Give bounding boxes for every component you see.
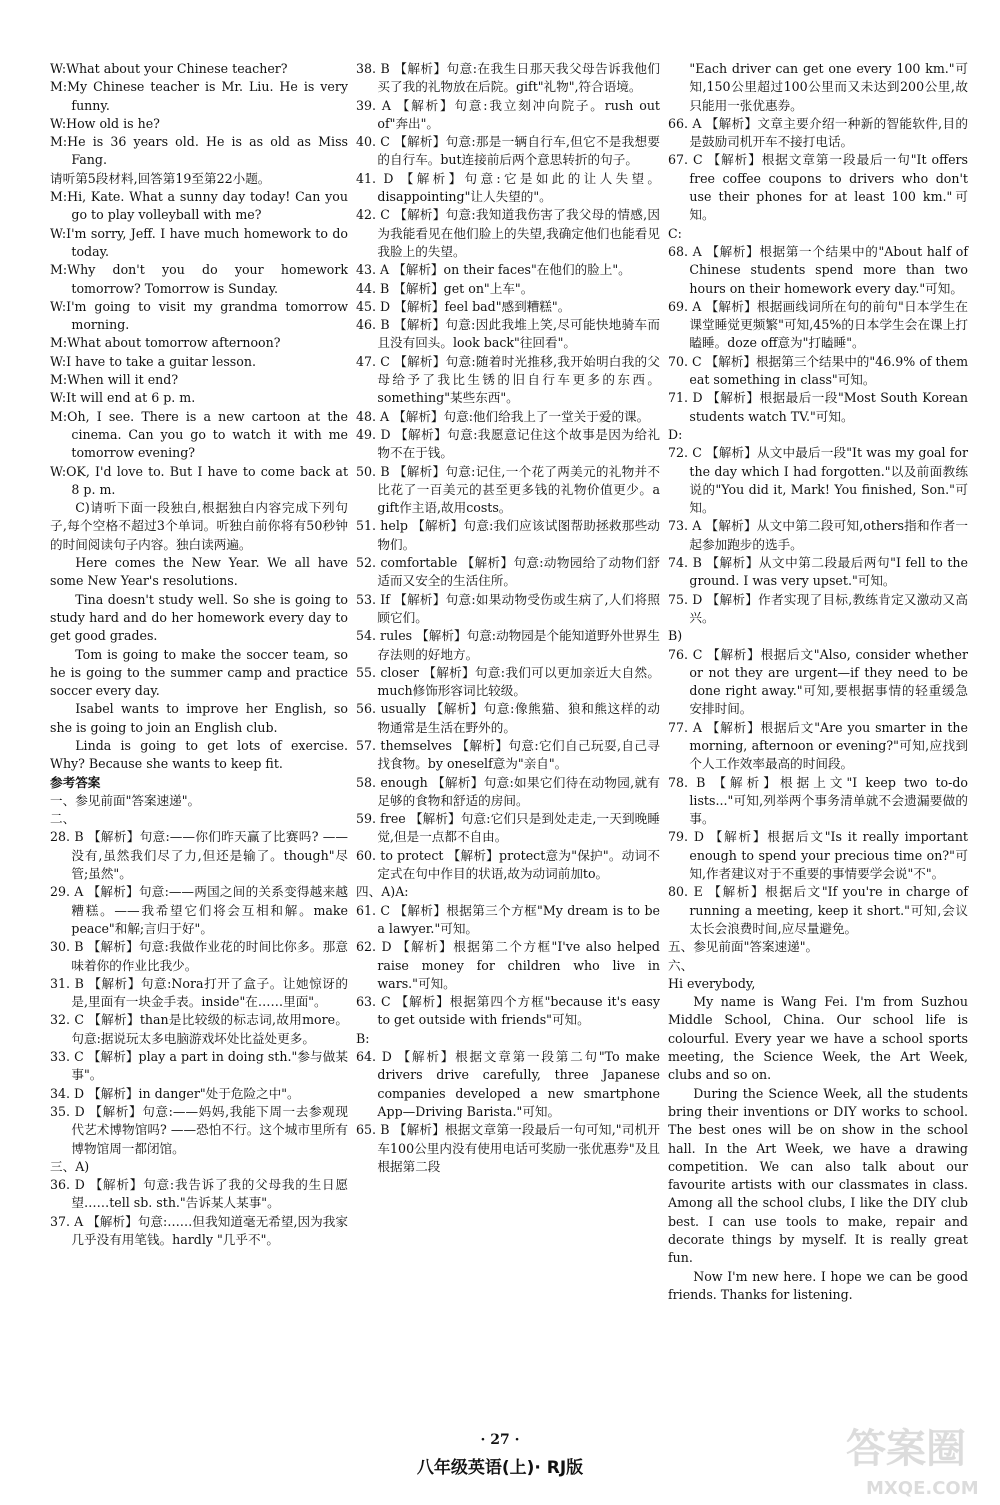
answer-item: 77. A 【解析】根据后文"Are you smarter in the morning, afternoon or evening?"可知,应找到个人工作效率最高的时间段。	[668, 719, 968, 772]
answer-item: 66. A 【解析】文章主要介绍一种新的智能软件,目的是鼓励司机开车不接打电话。	[668, 115, 968, 150]
answer-key-heading: 参考答案	[50, 774, 101, 790]
section-heading: 一、参见前面"答案速递"。	[50, 792, 201, 808]
section-heading: C:	[668, 225, 682, 241]
monologue-paragraph: Here comes the New Year. We all have some New Year's resolutions.	[50, 555, 348, 589]
answer-item: 37. A 【解析】句意:……但我知道毫无希望,因为我家几乎没有用笔钱。hardly "几乎不"。	[50, 1213, 348, 1247]
section-heading: B:	[356, 1030, 370, 1046]
answer-item: 56. usually 【解析】句意:像熊猫、狼和熊这样的动物通常是生活在野外的。	[356, 701, 660, 735]
answer-item: 41. D 【解析】句意:它是如此的让人失望。disappointing"让人失望的"。	[356, 170, 660, 205]
essay-paragraph: Now I'm new here. I hope we can be good friends. Thanks for listening.	[668, 1268, 968, 1302]
answer-item: 62. D 【解析】根据第二个方框"I've also helped raise money for children who live in wars."可知。	[356, 939, 660, 991]
answer-item: 70. C 【解析】根据第三个结果中的"46.9% of them eat something in class"可知。	[668, 353, 969, 388]
dialogue-line: M:My Chinese teacher is Mr. Liu. He is very funny.	[50, 79, 348, 113]
answer-item: 53. If 【解析】句意:如果动物受伤或生病了,人们将照顾它们。	[356, 591, 660, 625]
answer-item: 46. B 【解析】句意:因此我堆上笑,尽可能快地骑车而且没有回头。look back"往回看"。	[356, 317, 660, 351]
answer-item: 51. help 【解析】句意:我们应该试图帮助拯救那些动物们。	[356, 518, 660, 552]
monologue-paragraph: Linda is going to get lots of exercise. Why? Because she wants to keep fit.	[50, 737, 348, 772]
answer-item: 44. B 【解析】get on"上车"。	[356, 280, 534, 296]
section-instruction: C)请听下面一段独白,根据独白内容完成下列句子,每个空格不超过3个单词。听独白前你将有50秒钟的时间阅读句子内容。独白读两遍。	[50, 500, 348, 552]
answer-item: 74. B 【解析】从文中第二段最后两句"I fell to the ground. I was very upset."可知。	[668, 555, 968, 589]
answer-item: 48. A 【解析】句意:他们给我上了一堂关于爱的课。	[356, 408, 650, 424]
answer-item: 63. C 【解析】根据第四个方框"because it's easy to get outside with friends"可知。	[356, 994, 660, 1028]
book-info: 八年级英语(上)· RJ版	[416, 1458, 584, 1478]
column-left	[50, 60, 348, 1249]
answer-item: 40. C 【解析】句意:那是一辆自行车,但它不是我想要的自行车。but连接前后两个意思转折的句子。	[356, 134, 660, 168]
answer-item: 64. D 【解析】根据文章第一段第二句"To make drivers drive carefully, three Japanese companies developed a new smartphone App—Driving Barista."可知。	[356, 1049, 660, 1119]
answer-item: 75. D 【解析】作者实现了目标,教练肯定又激动又高兴。	[668, 591, 968, 625]
essay-paragraph: During the Science Week, all the students bring their inventions or DIY works to school. The best ones will be on show in the school hall. In the Art Week, we have a drawing competition. We can also talk about our favourite artists with our classmates in class. Among all the school clubs, I like the DIY club best. I can use tools to make, repair and decorate things by myself. It is really great fun.	[668, 1085, 968, 1266]
essay-paragraph: My name is Wang Fei. I'm from Suzhou Middle School, China. Our school life is colourful. Every year we have a school sports meeting, the Science Week, the Art Week, clubs and so on.	[668, 994, 968, 1083]
monologue-paragraph: Tom is going to make the soccer team, so he is going to the summer camp and practice soccer every day.	[50, 646, 348, 699]
answer-item: 45. D 【解析】feel bad"感到糟糕"。	[356, 298, 571, 314]
dialogue-line: W:I have to take a guitar lesson.	[50, 353, 256, 369]
answer-item: 68. A 【解析】根据第一个结果中的"About half of Chinese students spend more than two hours on their homework every day."可知。	[668, 243, 968, 296]
monologue-paragraph: Isabel wants to improve her English, so she is going to join an English club.	[50, 701, 348, 735]
dialogue-line: M:Why don't you do your homework tomorrow? Tomorrow is Sunday.	[50, 262, 348, 296]
section-heading: B)	[668, 628, 683, 644]
column-right	[668, 60, 968, 1304]
dialogue-line: W:OK, I'd love to. But I have to come back at 8 p. m.	[50, 463, 348, 497]
answer-item: 47. C 【解析】句意:随着时光推移,我开始明白我的父母给予了我比生锈的旧自行车更多的东西。something"某些东西"。	[356, 353, 660, 406]
section-heading: 三、A)	[50, 1158, 90, 1174]
answer-item: 59. free 【解析】句意:它们只是到处走走,一天到晚睡觉,但是一点都不自由。	[356, 811, 660, 845]
page-number: · 27 ·	[480, 1432, 520, 1448]
dialogue-line: W:It will end at 6 p. m.	[50, 390, 196, 406]
column-middle	[356, 60, 660, 1176]
essay-greeting: Hi everybody,	[668, 975, 756, 991]
answer-item: 50. B 【解析】句意:记住,一个花了两美元的礼物并不比花了一百美元的甚至更多钱的礼物价值更少。a gift作主语,故用costs。	[356, 463, 660, 516]
dialogue-line: W:I'm sorry, Jeff. I have much homework to do today.	[50, 225, 348, 259]
answer-item: 30. B 【解析】句意:我做作业花的时间比你多。那意味着你的作业比我少。	[50, 939, 348, 973]
dialogue-line: M:He is 36 years old. He is as old as Miss Fang.	[50, 134, 348, 168]
section-heading: 六、	[668, 957, 694, 973]
answer-item: 57. themselves 【解析】句意:它们自己玩耍,自己寻找食物。by oneself意为"亲自"。	[356, 737, 660, 772]
answer-item: 67. C 【解析】根据文章第一段最后一句"It offers free coffee coupons to drivers who don't use their phones for at least 100 km."可知。	[668, 152, 968, 223]
dialogue-line: W:How old is he?	[50, 115, 160, 131]
answer-item: 58. enough 【解析】句意:如果它们待在动物园,就有足够的食物和舒适的房间。	[356, 774, 660, 808]
section-heading: D:	[668, 426, 683, 442]
answer-item: 42. C 【解析】句意:我知道我伤害了我父母的情感,因为我能看见在他们脸上的失望,我确定他们也能看见我脸上的失望。	[356, 207, 660, 259]
dialogue-line: W:What about your Chinese teacher?	[50, 61, 288, 76]
answer-item: 55. closer 【解析】句意:我们可以更加亲近大自然。much修饰形容词比较级。	[356, 664, 660, 699]
answer-item: 31. B 【解析】句意:Nora打开了盒子。让她惊讶的是,里面有一块金手表。inside"在……里面"。	[50, 975, 348, 1010]
watermark-domain: MXQE.COM	[866, 1478, 979, 1499]
section-heading: 五、参见前面"答案速递"。	[668, 939, 819, 955]
section-heading: 二、	[50, 811, 76, 827]
dialogue-line: M:Oh, I see. There is a new cartoon at the cinema. Can you go to watch it with me tomorrow evening?	[50, 408, 348, 461]
answer-item: 36. D 【解析】句意:我告诉了我的父母我的生日愿望……tell sb. sth."告诉某人某事"。	[50, 1177, 348, 1211]
answer-item: 73. A 【解析】从文中第二段可知,others指和作者一起参加跑步的选手。	[668, 518, 968, 552]
watermark-text: 答案圈	[846, 1426, 966, 1472]
answer-item: 43. A 【解析】on their faces"在他们的脸上"。	[356, 262, 631, 278]
answer-item: 32. C 【解析】than是比较级的标志词,故用more。句意:据说玩太多电脑游戏坏处比益处更多。	[50, 1012, 348, 1046]
watermark-logo	[842, 1410, 992, 1500]
answer-item: 52. comfortable 【解析】句意:动物园给了动物们舒适而又安全的生活住所。	[356, 555, 660, 589]
answer-item: 33. C 【解析】play a part in doing sth."参与做某事"。	[50, 1049, 348, 1083]
answer-item: 79. D 【解析】根据后文"Is it really important enough to spend your precious time on?"可知,作者建议对于不重要的事情要学会说"不"。	[668, 829, 968, 882]
dialogue-line: M:Hi, Kate. What a sunny day today! Can you go to play volleyball with me?	[50, 189, 348, 223]
answer-item: 60. to protect 【解析】protect意为"保护"。动词不定式在句中作目的状语,故为动词前加to。	[356, 847, 660, 882]
answer-item: 71. D 【解析】根据最后一段"Most South Korean students watch TV."可知。	[668, 390, 968, 424]
dialogue-line: W:I'm going to visit my grandma tomorrow morning.	[50, 298, 348, 333]
answer-item: 76. C 【解析】根据后文"Also, consider whether or not they are urgent—if they need to be done right away."可知,要根据事情的轻重缓急安排时间。	[668, 646, 968, 717]
monologue-paragraph: Tina doesn't study well. So she is going to study hard and do her homework every day to get good grades.	[50, 591, 348, 644]
answer-continuation: "Each driver can get one every 100 km."可知,150公里超过100公里而又未达到200公里,故只能用一张优惠券。	[689, 61, 968, 113]
answer-item: 49. D 【解析】句意:我愿意记住这个故事是因为给礼物不在于钱。	[356, 426, 660, 461]
answer-item: 35. D 【解析】句意:——妈妈,我能下周一去参观现代艺术博物馆吗? ——恐怕不行。这个城市里所有博物馆周一都闭馆。	[50, 1103, 348, 1156]
answer-item: 65. B 【解析】根据文章第一段最后一句可知,"司机开车100公里内没有使用电话可奖励一张优惠券"及且根据第二段	[356, 1122, 660, 1174]
dialogue-line: M:When will it end?	[50, 372, 179, 388]
section-heading: 四、A)A:	[356, 884, 409, 900]
answer-item: 80. E 【解析】根据后文"If you're in charge of running a meeting, keep it short."可知,会议太长会浪费时间,应尽量避免。	[668, 884, 968, 936]
answer-item: 38. B 【解析】句意:在我生日那天我父母告诉我他们买了我的礼物放在后院。gift"礼物",符合语境。	[356, 61, 660, 95]
answer-item: 39. A 【解析】句意:我立刻冲向院子。rush out of"奔出"。	[356, 97, 660, 131]
dialogue-line: M:What about tomorrow afternoon?	[50, 335, 281, 351]
answer-item: 34. D 【解析】in danger"处于危险之中"。	[50, 1085, 300, 1101]
answer-item: 72. C 【解析】从文中最后一段"It was my goal for the day which I had forgotten."以及前面教练说的"You did it, Mark! You finished, Son."可知。	[668, 445, 968, 516]
answer-item: 29. A 【解析】句意:——两国之间的关系变得越来越糟糕。——我希望它们将会互相和解。make peace"和解;言归于好"。	[50, 884, 348, 936]
answer-item: 69. A 【解析】根据画线词所在句的前句"日本学生在课堂睡觉更频繁"可知,45%的日本学生会在课上打瞌睡。doze off意为"打瞌睡"。	[668, 298, 968, 351]
answer-item: 61. C 【解析】根据第三个方框"My dream is to be a lawyer."可知。	[356, 902, 660, 936]
answer-item: 54. rules 【解析】句意:动物园是个能知道野外世界生存法则的好地方。	[356, 628, 660, 662]
answer-item: 78. B 【解析】根据上文"I keep two to-do lists..."可知,列举两个事务清单就不会遗漏要做的事。	[668, 774, 968, 827]
section-instruction: 请听第5段材料,回答第19至第22小题。	[50, 170, 271, 186]
answer-item: 28. B 【解析】句意:——你们昨天赢了比赛吗? ——没有,虽然我们尽了力,但还是输了。though"尽管;虽然"。	[50, 829, 348, 882]
